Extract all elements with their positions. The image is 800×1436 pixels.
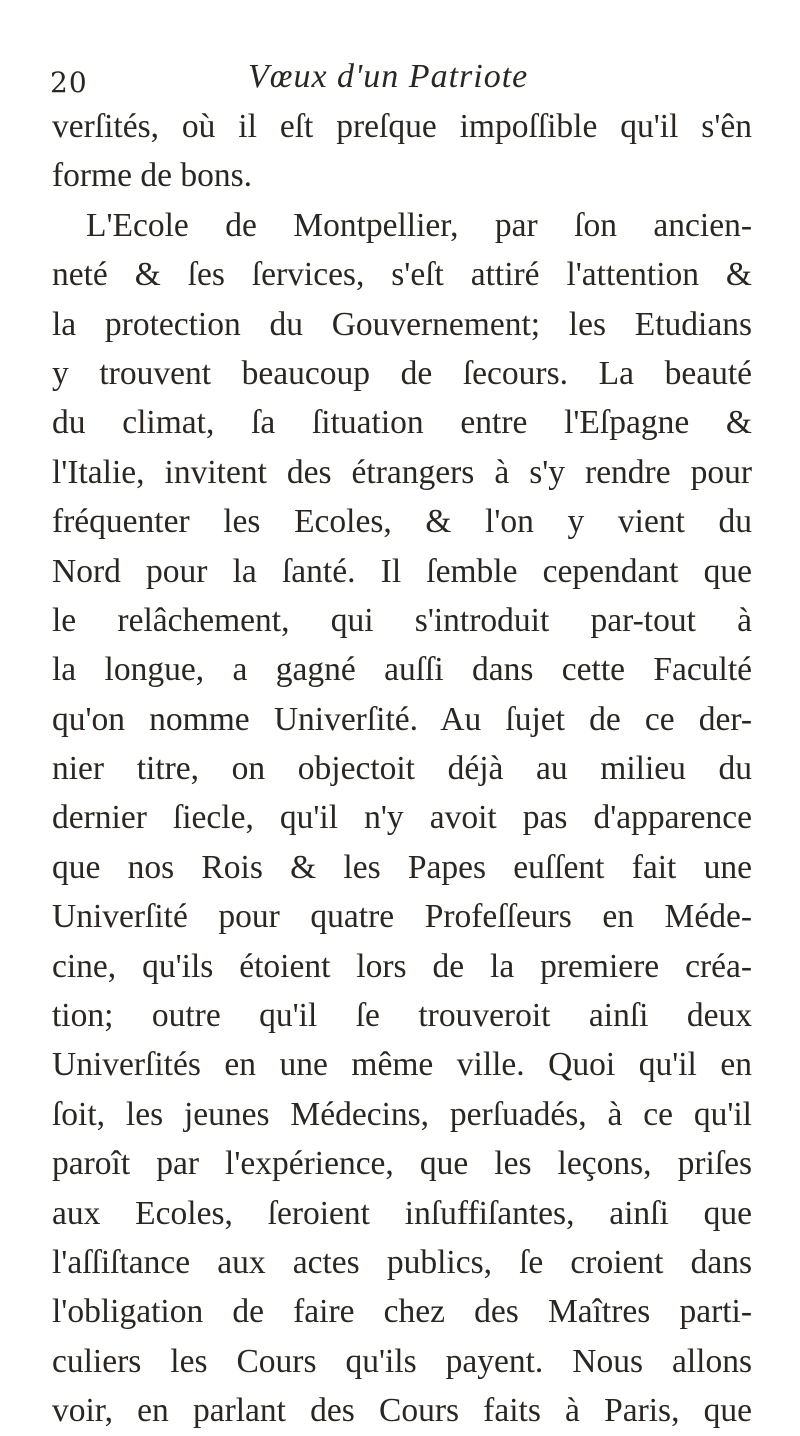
text-line: cine, qu'ils étoient lors de la premiere créa-	[52, 947, 752, 985]
text-line: ſoit, les jeunes Médecins, perſuadés, à ce qu'il	[52, 1095, 752, 1133]
text-line: fréquenter les Ecoles, & l'on y vient du	[52, 503, 752, 541]
paragraph-first-line: L'Ecole de Montpellier, par ſon ancien-	[86, 206, 752, 244]
text-line: que nos Rois & les Papes euſſent fait une	[52, 848, 752, 886]
text-line: paroît par l'expérience, que les leçons, priſes	[52, 1145, 752, 1183]
running-head	[50, 58, 750, 98]
text-line: qu'on nomme Univerſité. Au ſujet de ce der-	[52, 700, 752, 738]
text-line: nier titre, on objectoit déjà au milieu du	[52, 750, 752, 788]
text-line: tion; outre qu'il ſe trouveroit ainſi deux	[52, 997, 752, 1035]
text-line: neté & ſes ſervices, s'eſt attiré l'attention &	[52, 256, 752, 294]
text-line: l'Italie, invitent des étrangers à s'y rendre pour	[52, 453, 752, 491]
body-text	[52, 102, 752, 1436]
text-line: Univerſités en une même ville. Quoi qu'il en	[52, 1046, 752, 1084]
text-line: la protection du Gouvernement; les Etudians	[52, 305, 752, 343]
text-line: culiers les Cours qu'ils payent. Nous allons	[52, 1342, 752, 1380]
text-line: l'aſſiſtance aux actes publics, ſe croient dans	[52, 1243, 752, 1281]
text-line: y trouvent beaucoup de ſecours. La beauté	[52, 354, 752, 392]
text-line: dernier ſiecle, qu'il n'y avoit pas d'apparence	[52, 799, 752, 837]
text-line: l'obligation de faire chez des Maîtres parti-	[52, 1293, 752, 1331]
text-line: Nord pour la ſanté. Il ſemble cependant que	[52, 552, 752, 590]
page-number: 20	[50, 66, 88, 99]
text-line: la longue, a gagné auſſi dans cette Faculté	[52, 651, 752, 689]
text-line: forme de bons.	[52, 157, 253, 195]
text-line: verſités, où il eſt preſque impoſſible qu'il s'ên	[52, 108, 752, 145]
text-line: Univerſité pour quatre Profeſſeurs en Méde-	[52, 898, 752, 936]
text-line: le relâchement, qui s'introduit par-tout à	[52, 601, 752, 639]
running-title: Vœux d'un Patriote	[248, 58, 529, 95]
text-line: aux Ecoles, ſeroient inſuffiſantes, ainſi que	[52, 1194, 752, 1232]
text-line: du climat, ſa ſituation entre l'Eſpagne &	[52, 404, 752, 442]
text-line: voir, en parlant des Cours faits à Paris, que	[52, 1392, 752, 1430]
